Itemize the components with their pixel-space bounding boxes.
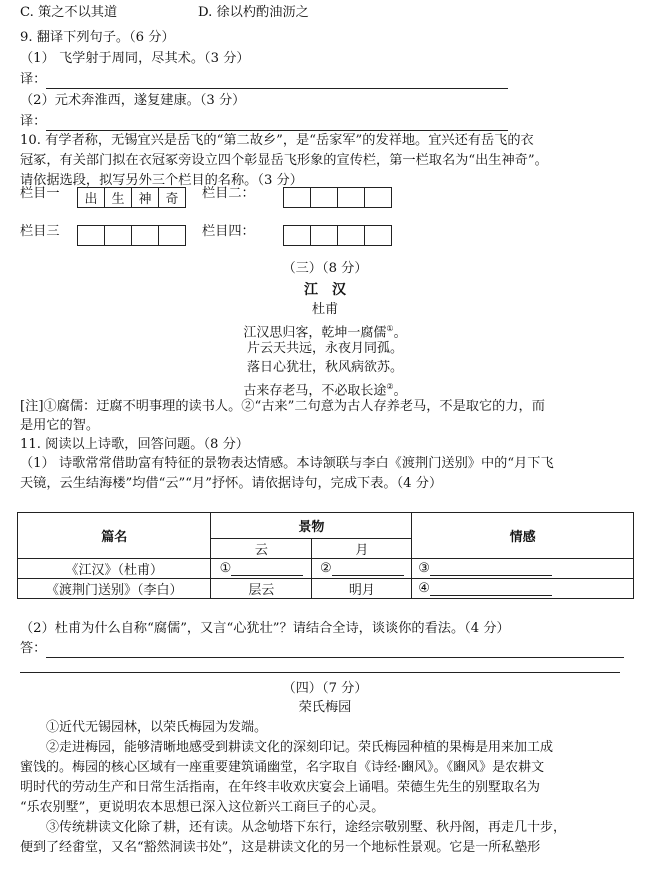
column-2-label: 栏目二： (202, 186, 255, 201)
header-emotion: 情感 (412, 513, 634, 559)
poem-line-1: 江汉思归客，乾坤一腐儒①。 (243, 324, 407, 341)
yi-label-2: 译： (20, 114, 47, 129)
blank-marker-3: ③ (418, 561, 430, 576)
para-2-line-2: 蜜饯的。梅园的核心区域有一座重要建筑诵幽堂，名字取自《诗经·豳风》。《豳风》是农耕文 (20, 760, 545, 775)
yi-label-1: 译： (20, 72, 47, 87)
answer-line-1[interactable] (46, 74, 508, 89)
header-cloud: 云 (211, 539, 312, 559)
answer-label: 答： (20, 641, 47, 656)
char-box: 出 (77, 187, 105, 208)
row2-emotion-cell[interactable] (412, 579, 634, 599)
note-line-2: 是用它的智。 (20, 418, 100, 433)
empty-box[interactable] (283, 187, 311, 208)
empty-box[interactable] (310, 187, 338, 208)
blank-3[interactable] (430, 562, 552, 576)
row2-name: 《渡荆门送别》（李白） (18, 579, 211, 599)
article-title: 荣氏梅园 (298, 700, 352, 715)
q11-part1-line2: 天镜，云生结海楼”均借“云”“月”抒怀。请依据诗句，完成下表。（4 分） (20, 476, 443, 491)
empty-box[interactable] (310, 225, 338, 246)
header-moon: 月 (312, 539, 412, 559)
answer-line-2[interactable] (46, 116, 508, 131)
poem-line-4: 古来存老马，不必取长途②。 (243, 382, 407, 399)
row1-emotion-cell[interactable] (412, 559, 634, 579)
para-2-line-3: 明时代的劳动生产和日常生活指南，在年终丰收欢庆宴会上诵唱。荣德生先生的别墅取名为 (20, 780, 541, 795)
empty-box[interactable] (158, 225, 186, 246)
row1-moon-cell[interactable] (312, 559, 412, 579)
empty-box[interactable] (364, 225, 392, 246)
poem-line-4-text: 古来存老马，不必取长途 (243, 383, 387, 399)
blank-marker-2: ② (320, 561, 332, 576)
para-3-line-1: ③传统耕读文化除了耕，还有读。从念劬塔下东行，途经宗敬别墅、秋丹阁，再走几十步， (46, 820, 567, 835)
blank-4[interactable] (430, 582, 552, 596)
blank-1[interactable] (231, 562, 303, 576)
note-line-1: [注]①腐儒：迂腐不明事理的读书人。②“古来”二句意为古人存养老马，不是取它的力，而 (20, 399, 545, 414)
q9-sentence-1: （1） 飞学射于周同，尽其术。（3 分） (20, 51, 250, 66)
q10-line-1: 10. 有学者称，无锡宜兴是岳飞的“第二故乡”，是“岳家军”的发祥地。宜兴还有岳飞的衣 (20, 133, 534, 148)
poem-line-3: 落日心犹壮，秋风病欲苏。 (246, 360, 403, 375)
column-3-boxes[interactable] (77, 225, 185, 246)
empty-box[interactable] (364, 187, 392, 208)
column-4-boxes[interactable] (283, 225, 391, 246)
char-box: 神 (131, 187, 159, 208)
q9-title: 9. 翻译下列句子。（6 分） (20, 30, 175, 45)
q11-answer (20, 640, 624, 658)
poem-title: 江 汉 (304, 282, 346, 298)
q10-line-3: 请依据选段，拟写另外三个栏目的名称。（3 分） (20, 173, 303, 188)
q10-line-2: 冠冢，有关部门拟在衣冠冢旁设立四个彰显岳飞形象的宣传栏，第一栏取名为“出生神奇”。 (20, 153, 548, 168)
q11-part1-line1: （1） 诗歌常常借助富有特征的景物表达情感。本诗颔联与李白《渡荆门送别》中的“月下飞 (20, 456, 554, 471)
blank-marker-4: ④ (418, 581, 430, 596)
option-d: D. 徐以杓酌油沥之 (198, 5, 309, 20)
para-2-line-1: ②走进梅园，能够清晰地感受到耕读文化的深刻印记。荣氏梅园种植的果梅是用来加工成 (46, 740, 554, 755)
blank-2[interactable] (332, 562, 404, 576)
q9-answer-2 (20, 113, 508, 131)
q9-answer-1 (20, 71, 508, 89)
q11-part2: （2）杜甫为什么自称“腐儒”，又言“心犹壮”？请结合全诗，谈谈你的看法。（4 分） (20, 621, 510, 636)
para-2-line-4: “乐农别墅”，更说明农本思想已深入这位新兴工商巨子的心灵。 (20, 800, 385, 815)
row2-moon: 明月 (312, 579, 412, 599)
column-4-label: 栏目四： (202, 224, 255, 239)
empty-box[interactable] (77, 225, 105, 246)
column-2-boxes[interactable] (283, 187, 391, 208)
char-box: 生 (104, 187, 132, 208)
option-c: C. 策之不以其道 (20, 5, 118, 20)
empty-box[interactable] (337, 225, 365, 246)
column-1-label: 栏目一 (20, 186, 60, 201)
section-4-heading: （四）（7 分） (282, 681, 368, 696)
empty-box[interactable] (131, 225, 159, 246)
row1-name: 《江汉》（杜甫） (18, 559, 211, 579)
q11-title: 11. 阅读以上诗歌，回答问题。（8 分） (20, 437, 249, 452)
column-3-label: 栏目三 (20, 224, 60, 239)
comparison-table (17, 512, 634, 599)
empty-box[interactable] (104, 225, 132, 246)
section-3-heading: （三）（8 分） (282, 261, 368, 276)
answer-line-4[interactable] (20, 672, 620, 673)
column-1-boxes (77, 187, 185, 208)
header-scene: 景物 (211, 513, 412, 539)
para-3-line-2: 便到了经畬堂，又名“豁然洞读书处”，这是耕读文化的另一个地标性景观。它是一所私塾形 (20, 840, 541, 855)
empty-box[interactable] (283, 225, 311, 246)
poem-author: 杜甫 (311, 302, 339, 317)
header-name: 篇名 (18, 513, 211, 559)
q9-sentence-2: （2）元术奔淮西，遂复建康。（3 分） (20, 93, 246, 108)
blank-marker-1: ① (219, 561, 232, 576)
answer-line-3[interactable] (46, 643, 624, 658)
note-mark-1: ① (386, 324, 394, 333)
char-box: 奇 (158, 187, 186, 208)
para-1: ①近代无锡园林，以荣氏梅园为发端。 (46, 720, 268, 735)
poem-line-1-text: 江汉思归客，乾坤一腐儒 (243, 325, 387, 341)
note-mark-2: ② (386, 382, 394, 391)
row1-cloud-cell[interactable] (211, 559, 312, 579)
poem-line-2: 片云天共远，永夜月同孤。 (246, 341, 403, 356)
empty-box[interactable] (337, 187, 365, 208)
row2-cloud: 层云 (211, 579, 312, 599)
